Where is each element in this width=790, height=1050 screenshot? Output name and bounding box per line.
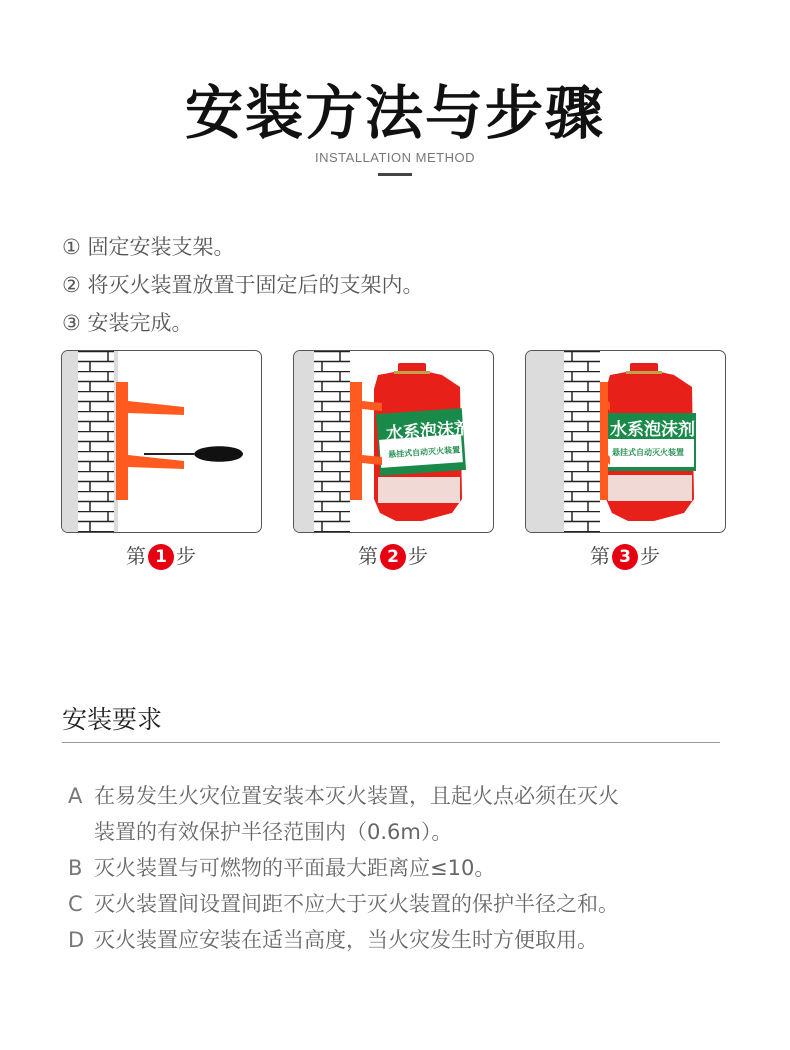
product-label-name: 水系泡沫剂 xyxy=(385,418,472,445)
step-1-illustration xyxy=(61,350,262,533)
page-title: 安装方法与步骤 xyxy=(184,79,605,147)
requirement-letter: A xyxy=(68,784,83,808)
requirement-letter: C xyxy=(68,892,83,916)
step-number-badge: 2 xyxy=(380,544,406,570)
step-3-illustration xyxy=(525,350,726,533)
requirement-text-continued: 装置的有效保护半径范围内（0.6m）。 xyxy=(94,820,453,844)
requirements-list xyxy=(68,778,728,958)
install-step-2: ② 将灭火装置放置于固定后的支架内。 xyxy=(62,273,424,297)
step-caption-3 xyxy=(525,540,725,572)
requirement-letter: B xyxy=(68,856,83,880)
install-step-3: ③ 安装完成。 xyxy=(62,311,193,335)
step-caption-suffix: 步 xyxy=(640,544,660,568)
brick-column xyxy=(314,351,350,532)
product-label-desc: 悬挂式自动灭火装置 xyxy=(387,445,461,460)
step-caption-suffix: 步 xyxy=(176,544,196,568)
step-caption-1 xyxy=(61,540,261,572)
step-caption-suffix: 步 xyxy=(408,544,428,568)
install-steps-list xyxy=(62,230,424,344)
step-caption-prefix: 第 xyxy=(126,544,146,568)
mounting-bracket xyxy=(116,382,184,500)
requirement-item xyxy=(68,778,728,850)
step-number-badge: 1 xyxy=(148,544,174,570)
requirement-item xyxy=(68,922,728,958)
step-number-badge: 3 xyxy=(612,544,638,570)
step-2-illustration xyxy=(293,350,494,533)
install-step-1: ① 固定安装支架。 xyxy=(62,235,235,259)
brick-column xyxy=(78,351,114,532)
step-caption-prefix: 第 xyxy=(590,544,610,568)
step-caption-2 xyxy=(293,540,493,572)
requirement-text: 灭火装置间设置间距不应大于灭火装置的保护半径之和。 xyxy=(94,892,619,916)
requirement-letter: D xyxy=(68,928,85,952)
requirement-text: 在易发生火灾位置安装本灭火装置，且起火点必须在灭火 xyxy=(94,784,619,808)
step-caption-prefix: 第 xyxy=(358,544,378,568)
requirement-text: 灭火装置应安装在适当高度，当火灾发生时方便取用。 xyxy=(94,928,598,952)
requirements-heading: 安装要求 xyxy=(62,705,163,734)
requirement-text: 灭火装置与可燃物的平面最大距离应≤10。 xyxy=(94,856,496,880)
fire-extinguisher-device xyxy=(606,363,696,521)
brick-column xyxy=(564,351,600,532)
fire-extinguisher-device xyxy=(374,363,472,521)
requirement-item xyxy=(68,886,728,922)
title-divider xyxy=(378,173,412,176)
product-label-name: 水系泡沫剂 xyxy=(610,420,695,440)
requirement-item xyxy=(68,850,728,886)
page-subtitle: INSTALLATION METHOD xyxy=(315,150,475,165)
requirements-divider xyxy=(62,742,720,743)
product-label-desc: 悬挂式自动灭火装置 xyxy=(612,448,684,457)
